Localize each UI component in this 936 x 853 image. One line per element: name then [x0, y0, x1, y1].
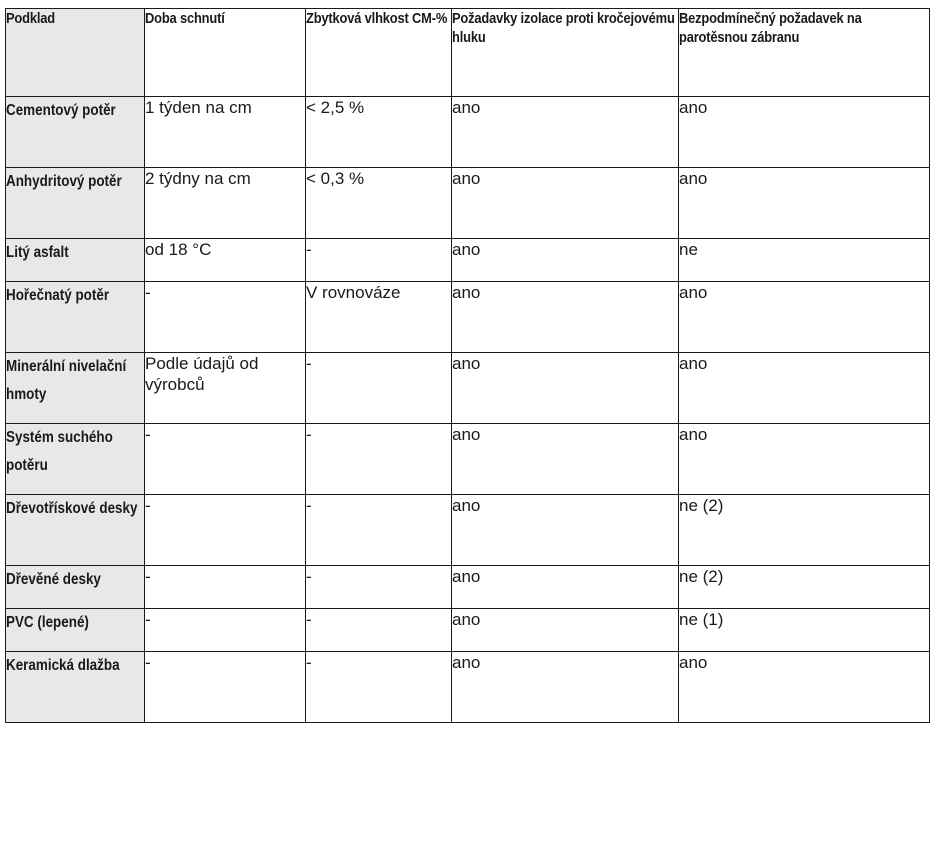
moisture-cell: V rovnováze: [306, 282, 452, 353]
moisture-cell: -: [306, 353, 452, 424]
row-label: Systém suchého potěru: [6, 424, 145, 495]
table-row: [6, 652, 930, 723]
row-label: Dřevotřískové desky: [6, 495, 145, 566]
impact-insulation-cell: ano: [452, 282, 679, 353]
row-label: Cementový potěr: [6, 97, 145, 168]
impact-insulation-cell: ano: [452, 495, 679, 566]
drying-time-cell: -: [145, 609, 306, 652]
drying-time-cell: 1 týden na cm: [145, 97, 306, 168]
header-substrate: Podklad: [6, 9, 145, 97]
header-drying-time: Doba schnutí: [145, 9, 306, 97]
row-label: Keramická dlažba: [6, 652, 145, 723]
vapor-barrier-cell: ano: [679, 424, 930, 495]
table-row: [6, 566, 930, 609]
impact-insulation-cell: ano: [452, 424, 679, 495]
drying-time-cell: -: [145, 282, 306, 353]
vapor-barrier-cell: ano: [679, 652, 930, 723]
impact-insulation-cell: ano: [452, 609, 679, 652]
table-row: [6, 353, 930, 424]
moisture-cell: -: [306, 609, 452, 652]
moisture-cell: -: [306, 566, 452, 609]
header-impact-insulation: Požadavky izolace proti kročejovému hluku: [452, 9, 679, 97]
table-row: [6, 282, 930, 353]
impact-insulation-cell: ano: [452, 652, 679, 723]
drying-time-cell: -: [145, 495, 306, 566]
row-label: Litý asfalt: [6, 239, 145, 282]
moisture-cell: < 0,3 %: [306, 168, 452, 239]
row-label: PVC (lepené): [6, 609, 145, 652]
vapor-barrier-cell: ano: [679, 282, 930, 353]
impact-insulation-cell: ano: [452, 353, 679, 424]
header-vapor-barrier: Bezpodmínečný požadavek na parotěsnou zábranu: [679, 9, 930, 97]
table-row: [6, 239, 930, 282]
row-label: Hořečnatý potěr: [6, 282, 145, 353]
table-row: [6, 424, 930, 495]
vapor-barrier-cell: ano: [679, 353, 930, 424]
moisture-cell: -: [306, 424, 452, 495]
vapor-barrier-cell: ano: [679, 168, 930, 239]
row-label: Minerální nivelační hmoty: [6, 353, 145, 424]
impact-insulation-cell: ano: [452, 566, 679, 609]
header-residual-moisture: Zbytková vlhkost CM-%: [306, 9, 452, 97]
drying-time-cell: od 18 °C: [145, 239, 306, 282]
drying-time-cell: 2 týdny na cm: [145, 168, 306, 239]
moisture-cell: -: [306, 239, 452, 282]
table-row: [6, 168, 930, 239]
vapor-barrier-cell: ne: [679, 239, 930, 282]
impact-insulation-cell: ano: [452, 168, 679, 239]
impact-insulation-cell: ano: [452, 239, 679, 282]
drying-time-cell: -: [145, 566, 306, 609]
impact-insulation-cell: ano: [452, 97, 679, 168]
substrate-table: [5, 8, 930, 723]
row-label: Dřevěné desky: [6, 566, 145, 609]
vapor-barrier-cell: ano: [679, 97, 930, 168]
moisture-cell: -: [306, 495, 452, 566]
table-row: [6, 609, 930, 652]
drying-time-cell: Podle údajů od výrobců: [145, 353, 306, 424]
moisture-cell: < 2,5 %: [306, 97, 452, 168]
header-row: [6, 9, 930, 97]
drying-time-cell: -: [145, 652, 306, 723]
moisture-cell: -: [306, 652, 452, 723]
row-label: Anhydritový potěr: [6, 168, 145, 239]
vapor-barrier-cell: ne (2): [679, 495, 930, 566]
drying-time-cell: -: [145, 424, 306, 495]
vapor-barrier-cell: ne (2): [679, 566, 930, 609]
vapor-barrier-cell: ne (1): [679, 609, 930, 652]
table-row: [6, 495, 930, 566]
table-row: [6, 97, 930, 168]
